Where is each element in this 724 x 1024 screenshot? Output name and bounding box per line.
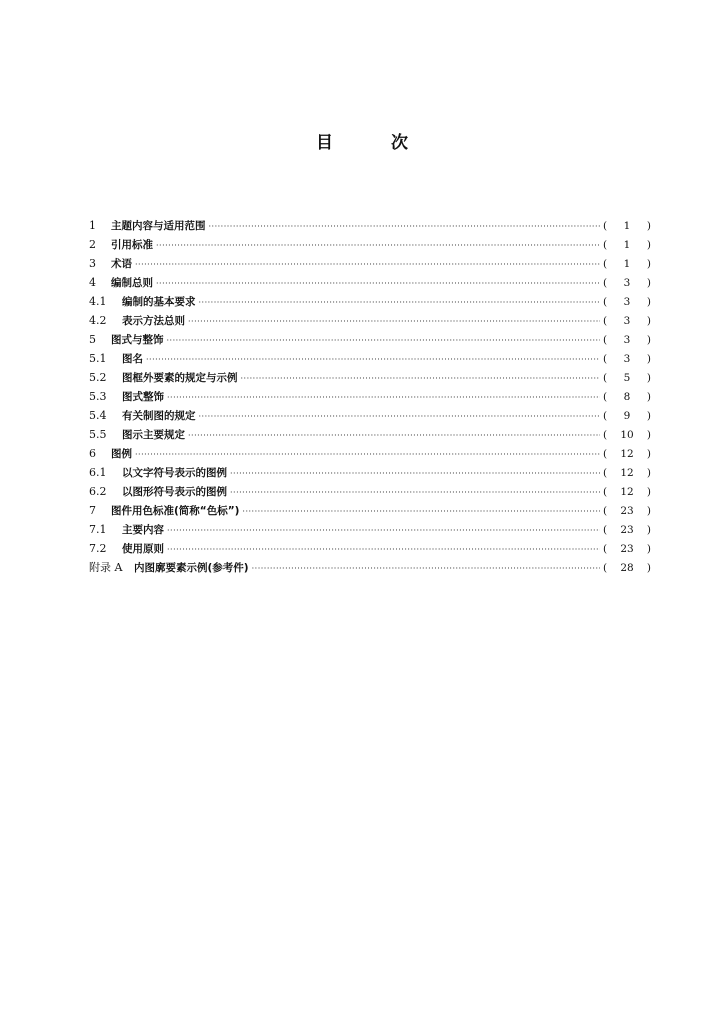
paren-open: ( <box>603 258 608 270</box>
toc-entry-number: 7 <box>89 504 96 517</box>
toc-entry-page-ref <box>603 312 651 331</box>
toc-entry-label: 术语 <box>111 258 132 270</box>
toc-entry-page-number: 3 <box>623 315 631 327</box>
paren-open: ( <box>603 467 608 479</box>
toc-entry-page-number: 23 <box>620 543 634 555</box>
paren-close: ) <box>646 543 651 555</box>
paren-close: ) <box>646 220 651 232</box>
paren-close: ) <box>646 239 651 251</box>
toc-entry-label: 使用原则 <box>122 543 164 555</box>
dot-leader <box>188 312 600 331</box>
toc-entry-label: 有关制图的规定 <box>122 410 196 422</box>
toc-entry-number: 4 <box>89 276 96 289</box>
paren-close: ) <box>646 562 651 574</box>
paren-close: ) <box>646 524 651 536</box>
toc-entry-page-number: 23 <box>620 505 634 517</box>
paren-close: ) <box>646 448 651 460</box>
paren-close: ) <box>646 353 651 365</box>
toc-entry-page-ref <box>603 293 651 312</box>
paren-open: ( <box>603 505 608 517</box>
page-title <box>0 128 724 153</box>
paren-close: ) <box>646 467 651 479</box>
toc-entry-page-ref <box>603 426 651 445</box>
toc-entry-label: 图式与整饰 <box>111 334 164 346</box>
toc-entry-number: 3 <box>89 257 96 270</box>
title-char-2: 次 <box>391 133 408 153</box>
toc-entry-page-number: 23 <box>620 524 634 536</box>
toc-entry-number: 5.5 <box>89 428 107 441</box>
paren-close: ) <box>646 277 651 289</box>
toc-entry-page-ref <box>603 502 651 521</box>
toc-entry[interactable] <box>89 482 651 501</box>
dot-leader <box>156 236 600 255</box>
toc-entry[interactable] <box>89 501 651 520</box>
toc-entry-page-ref <box>603 369 651 388</box>
toc-entry-page-number: 12 <box>620 448 634 460</box>
toc-entry[interactable] <box>89 520 651 539</box>
toc-entry[interactable] <box>89 558 651 577</box>
dot-leader <box>167 540 600 559</box>
toc-entry-number: 4.1 <box>89 295 107 308</box>
dot-leader <box>242 502 600 521</box>
toc-entry[interactable] <box>89 273 651 292</box>
dot-leader <box>167 521 600 540</box>
toc-entry[interactable] <box>89 330 651 349</box>
dot-leader <box>252 559 600 578</box>
dot-leader <box>156 274 600 293</box>
toc-entry-label: 以文字符号表示的图例 <box>122 467 227 479</box>
paren-open: ( <box>603 315 608 327</box>
toc-entry[interactable] <box>89 349 651 368</box>
paren-open: ( <box>603 334 608 346</box>
toc-entry-page-ref <box>603 350 651 369</box>
dot-leader <box>135 445 600 464</box>
toc-entry-number: 5.3 <box>89 390 107 403</box>
toc-entry[interactable] <box>89 425 651 444</box>
toc-entry[interactable] <box>89 463 651 482</box>
paren-close: ) <box>646 334 651 346</box>
toc-entry-page-ref <box>603 521 651 540</box>
paren-close: ) <box>646 410 651 422</box>
toc-entry-number: 1 <box>89 219 96 232</box>
toc-entry-number: 4.2 <box>89 314 107 327</box>
paren-open: ( <box>603 220 608 232</box>
paren-close: ) <box>646 429 651 441</box>
toc-entry-number: 6 <box>89 447 96 460</box>
toc-entry-label: 编制的基本要求 <box>122 296 196 308</box>
paren-close: ) <box>646 258 651 270</box>
paren-open: ( <box>603 372 608 384</box>
dot-leader <box>146 350 600 369</box>
paren-open: ( <box>603 410 608 422</box>
dot-leader <box>167 331 601 350</box>
toc-entry-page-ref <box>603 331 651 350</box>
paren-open: ( <box>603 562 608 574</box>
paren-close: ) <box>646 505 651 517</box>
toc-entry-page-ref <box>603 236 651 255</box>
toc-entry[interactable] <box>89 406 651 425</box>
toc-entry[interactable] <box>89 235 651 254</box>
toc-entry-page-ref <box>603 559 651 578</box>
paren-close: ) <box>646 296 651 308</box>
toc-entry-page-number: 3 <box>623 277 631 289</box>
toc-entry-page-ref <box>603 217 651 236</box>
toc-entry-label: 图例 <box>111 448 132 460</box>
toc-entry[interactable] <box>89 444 651 463</box>
paren-close: ) <box>646 315 651 327</box>
title-char-1: 目 <box>316 133 333 153</box>
toc-entry-label: 引用标准 <box>111 239 153 251</box>
paren-open: ( <box>603 353 608 365</box>
toc-entry-page-ref <box>603 464 651 483</box>
toc-entry-page-ref <box>603 255 651 274</box>
toc-entry-page-number: 12 <box>620 467 634 479</box>
paren-open: ( <box>603 391 608 403</box>
toc-entry-page-number: 10 <box>620 429 634 441</box>
toc-entry-page-number: 1 <box>623 239 631 251</box>
dot-leader <box>188 426 600 445</box>
paren-close: ) <box>646 486 651 498</box>
toc-entry-number: 5 <box>89 333 96 346</box>
table-of-contents <box>89 216 651 577</box>
dot-leader <box>241 369 601 388</box>
dot-leader <box>167 388 600 407</box>
toc-entry[interactable] <box>89 254 651 273</box>
dot-leader <box>230 483 600 502</box>
toc-entry-label: 内图廓要素示例(参考件) <box>134 562 249 574</box>
toc-entry-label: 表示方法总则 <box>122 315 185 327</box>
toc-entry-page-number: 28 <box>620 562 634 574</box>
paren-open: ( <box>603 486 608 498</box>
toc-entry-page-ref <box>603 445 651 464</box>
paren-open: ( <box>603 543 608 555</box>
toc-entry-number: 5.4 <box>89 409 107 422</box>
toc-entry-number: 5.1 <box>89 352 107 365</box>
dot-leader <box>199 293 601 312</box>
toc-entry-number: 附录 A <box>89 561 123 574</box>
paren-open: ( <box>603 296 608 308</box>
toc-entry-page-ref <box>603 388 651 407</box>
toc-entry[interactable] <box>89 292 651 311</box>
toc-entry-label: 图式整饰 <box>122 391 164 403</box>
dot-leader <box>230 464 600 483</box>
toc-entry-label: 图名 <box>122 353 143 365</box>
toc-entry-label: 图框外要素的规定与示例 <box>122 372 238 384</box>
toc-entry-number: 6.2 <box>89 485 107 498</box>
toc-entry-page-number: 3 <box>623 353 631 365</box>
toc-entry-number: 7.2 <box>89 542 107 555</box>
toc-entry-label: 主题内容与适用范围 <box>111 220 206 232</box>
toc-entry[interactable] <box>89 539 651 558</box>
paren-open: ( <box>603 429 608 441</box>
dot-leader <box>209 217 601 236</box>
toc-entry-page-ref <box>603 540 651 559</box>
toc-entry-number: 6.1 <box>89 466 107 479</box>
toc-entry-page-number: 12 <box>620 486 634 498</box>
paren-open: ( <box>603 524 608 536</box>
toc-entry-label: 主要内容 <box>122 524 164 536</box>
paren-open: ( <box>603 277 608 289</box>
toc-entry-page-number: 1 <box>623 220 631 232</box>
toc-entry-page-number: 9 <box>623 410 631 422</box>
paren-open: ( <box>603 239 608 251</box>
toc-entry-page-ref <box>603 274 651 293</box>
paren-close: ) <box>646 391 651 403</box>
paren-open: ( <box>603 448 608 460</box>
toc-entry-number: 2 <box>89 238 96 251</box>
toc-entry-label: 图示主要规定 <box>122 429 185 441</box>
toc-entry-page-number: 5 <box>623 372 631 384</box>
dot-leader <box>199 407 601 426</box>
toc-entry-number: 5.2 <box>89 371 107 384</box>
toc-entry[interactable] <box>89 387 651 406</box>
toc-entry-number: 7.1 <box>89 523 107 536</box>
toc-entry-page-number: 8 <box>623 391 631 403</box>
toc-entry-page-number: 1 <box>623 258 631 270</box>
toc-entry-page-ref <box>603 407 651 426</box>
toc-entry-page-number: 3 <box>623 334 631 346</box>
toc-entry-page-ref <box>603 483 651 502</box>
toc-entry-label: 以图形符号表示的图例 <box>122 486 227 498</box>
toc-entry-label: 编制总则 <box>111 277 153 289</box>
toc-entry[interactable] <box>89 311 651 330</box>
toc-entry[interactable] <box>89 216 651 235</box>
dot-leader <box>135 255 600 274</box>
toc-entry[interactable] <box>89 368 651 387</box>
paren-close: ) <box>646 372 651 384</box>
toc-entry-label: 图件用色标准(简称“色标”) <box>111 505 240 517</box>
toc-entry-page-number: 3 <box>623 296 631 308</box>
